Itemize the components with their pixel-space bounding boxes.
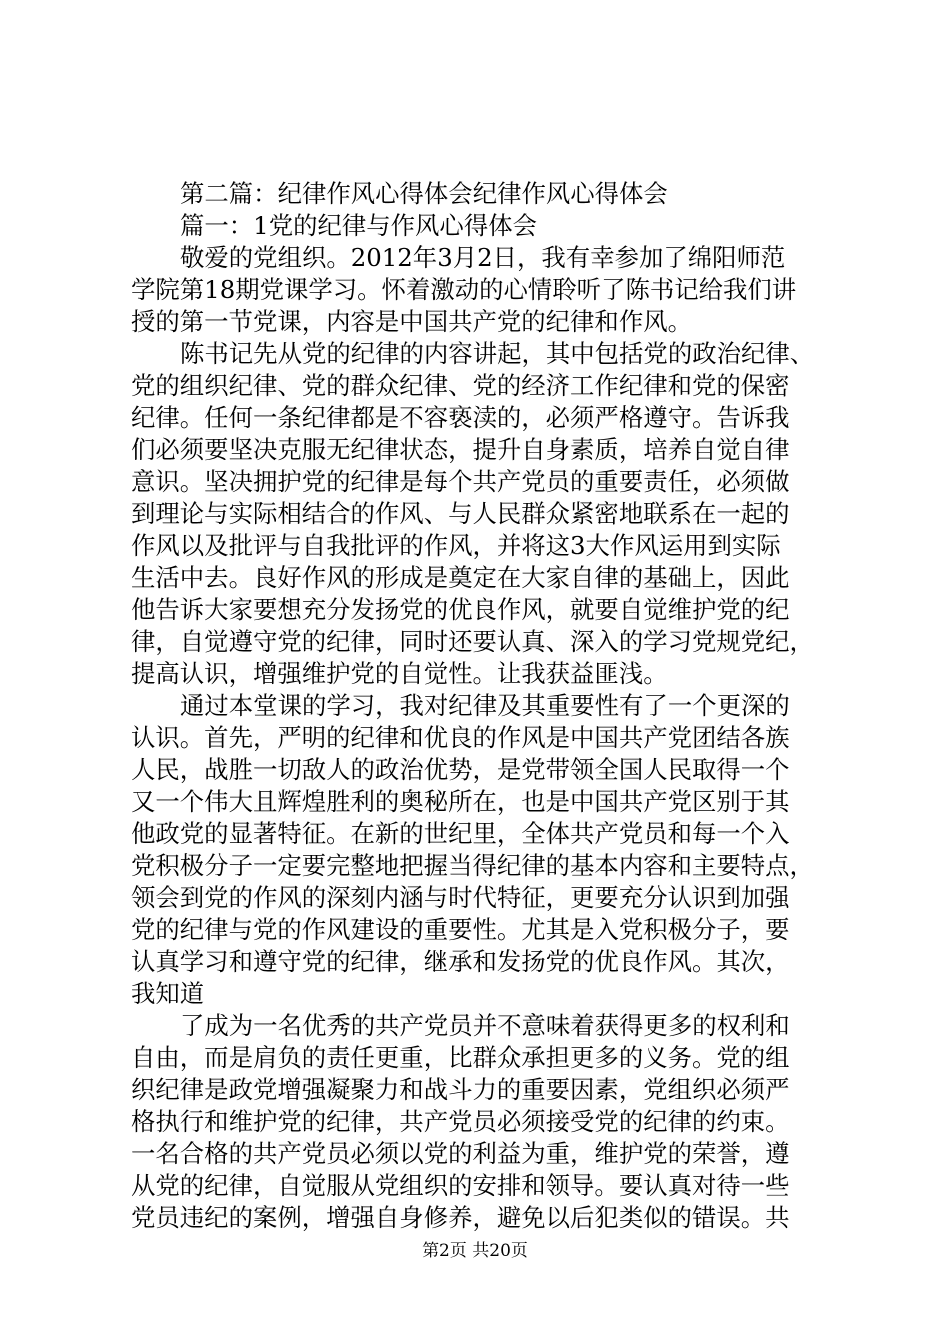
text-line: 党的纪律与党的作风建设的重要性。尤其是入党积极分子，要 <box>131 915 790 944</box>
text-line: 提高认识，增强维护党的自觉性。让我获益匪浅。 <box>131 659 668 688</box>
text-line: 了成为一名优秀的共产党员并不意味着获得更多的权利和 <box>180 1011 790 1040</box>
text-line: 作风以及批评与自我批评的作风，并将这3大作风运用到实际 <box>131 531 781 560</box>
text-line: 从党的纪律，自觉服从党组织的安排和领导。要认真对待一些 <box>131 1171 790 1200</box>
text-line: 他政党的显著特征。在新的世纪里，全体共产党员和每一个入 <box>131 819 790 848</box>
text-line: 敬爱的党组织。2012年3月2日，我有幸参加了绵阳师范 <box>180 243 786 272</box>
text-line: 篇一：1党的纪律与作风心得体会 <box>180 211 537 240</box>
text-line: 们必须要坚决克服无纪律状态，提升自身素质，培养自觉自律 <box>131 435 790 464</box>
text-line: 织纪律是政党增强凝聚力和战斗力的重要因素，党组织必须严 <box>131 1075 790 1104</box>
text-line: 纪律。任何一条纪律都是不容亵渎的，必须严格遵守。告诉我 <box>131 403 790 432</box>
text-line: 又一个伟大且辉煌胜利的奥秘所在，也是中国共产党区别于其 <box>131 787 790 816</box>
text-line: 意识。坚决拥护党的纪律是每个共产党员的重要责任，必须做 <box>131 467 790 496</box>
text-line: 党的组织纪律、党的群众纪律、党的经济工作纪律和党的保密 <box>131 371 790 400</box>
text-line: 他告诉大家要想充分发扬党的优良作风，就要自觉维护党的纪 <box>131 595 790 624</box>
text-line: 学院第18期党课学习。怀着激动的心情聆听了陈书记给我们讲 <box>131 275 797 304</box>
text-line: 认真学习和遵守党的纪律，继承和发扬党的优良作风。其次， <box>131 947 790 976</box>
text-line: 陈书记先从党的纪律的内容讲起，其中包括党的政治纪律、 <box>180 339 815 368</box>
text-line: 第二篇：纪律作风心得体会纪律作风心得体会 <box>180 179 668 208</box>
text-line: 生活中去。良好作风的形成是奠定在大家自律的基础上，因此 <box>131 563 790 592</box>
text-line: 我知道 <box>131 979 205 1008</box>
text-line: 党员违纪的案例，增强自身修养，避免以后犯类似的错误。共 <box>131 1203 790 1232</box>
text-line: 认识。首先，严明的纪律和优良的作风是中国共产党团结各族 <box>131 723 790 752</box>
text-line: 通过本堂课的学习，我对纪律及其重要性有了一个更深的 <box>180 691 790 720</box>
text-line: 格执行和维护党的纪律，共产党员必须接受党的纪律的约束。 <box>131 1107 790 1136</box>
text-line: 党积极分子一定要完整地把握当得纪律的基本内容和主要特点， <box>131 851 814 880</box>
text-line: 授的第一节党课，内容是中国共产党的纪律和作风。 <box>131 307 692 336</box>
text-line: 自由，而是肩负的责任更重，比群众承担更多的义务。党的组 <box>131 1043 790 1072</box>
text-line: 到理论与实际相结合的作风、与人民群众紧密地联系在一起的 <box>131 499 790 528</box>
text-line: 人民，战胜一切敌人的政治优势，是党带领全国人民取得一个 <box>131 755 790 784</box>
document-body <box>131 178 833 1234</box>
text-line: 一名合格的共产党员必须以党的利益为重，维护党的荣誉，遵 <box>131 1139 790 1168</box>
text-line: 律，自觉遵守党的纪律，同时还要认真、深入的学习党规党纪， <box>131 627 814 656</box>
text-line: 领会到党的作风的深刻内涵与时代特征，更要充分认识到加强 <box>131 883 790 912</box>
page-number-footer: 第2页 共20页 <box>422 1241 528 1261</box>
